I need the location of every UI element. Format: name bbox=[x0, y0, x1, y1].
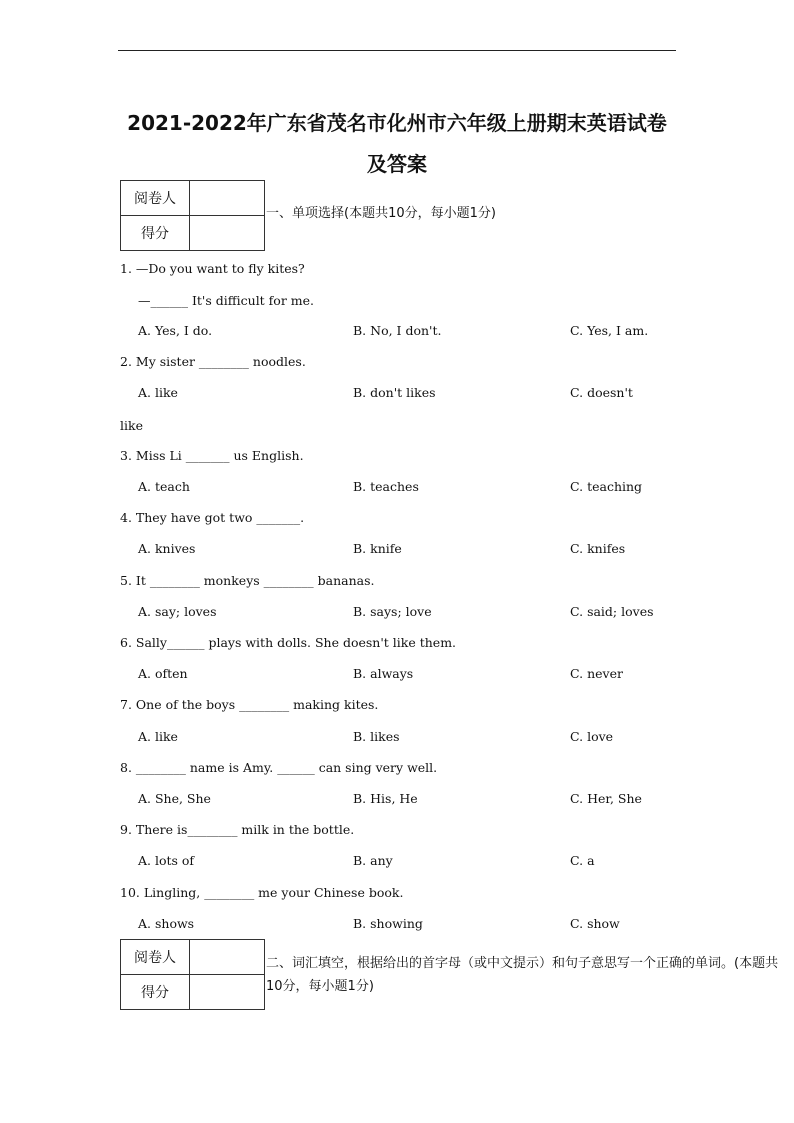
option-a: A. lots of bbox=[138, 853, 195, 868]
question-text: —______ It's difficult for me. bbox=[138, 293, 315, 308]
grading-box bbox=[120, 939, 265, 1010]
option-c: C. love bbox=[570, 729, 614, 744]
option-c: C. said; loves bbox=[570, 604, 654, 619]
option-c: C. doesn't bbox=[570, 385, 633, 400]
option-b: B. showing bbox=[353, 916, 423, 931]
option-b: B. any bbox=[353, 853, 393, 868]
option-b: B. don't likes bbox=[353, 385, 436, 400]
option-c: C. never bbox=[570, 666, 623, 681]
question-text: 10. Lingling, ________ me your Chinese book. bbox=[120, 885, 404, 900]
question-text: 3. Miss Li _______ us English. bbox=[120, 448, 304, 463]
option-a: A. knives bbox=[138, 541, 196, 556]
header-rule bbox=[118, 50, 676, 51]
reviewer-field[interactable] bbox=[190, 181, 265, 216]
question-text: 6. Sally______ plays with dolls. She doesn't like them. bbox=[120, 635, 457, 650]
score-label: 得分 bbox=[121, 975, 190, 1010]
option-b: B. always bbox=[353, 666, 414, 681]
option-b: B. His, He bbox=[353, 791, 418, 806]
question-text: 9. There is________ milk in the bottle. bbox=[120, 822, 355, 837]
page-title: 2021-2022年广东省茂名市化州市六年级上册期末英语试卷 bbox=[127, 111, 667, 135]
section-heading: 二、词汇填空，根据给出的首字母（或中文提示）和句子意思写一个正确的单词。(本题共10分，每小题1分) bbox=[266, 956, 779, 994]
question-text: 7. One of the boys ________ making kites. bbox=[120, 697, 379, 712]
option-a: A. like bbox=[138, 385, 178, 400]
option-c: C. Her, She bbox=[570, 791, 642, 806]
option-a: A. like bbox=[138, 729, 178, 744]
question-text: 5. It ________ monkeys ________ bananas. bbox=[120, 573, 375, 588]
score-label: 得分 bbox=[121, 216, 190, 251]
section-heading: 一、单项选择(本题共10分，每小题1分) bbox=[266, 206, 496, 221]
option-c: C. show bbox=[570, 916, 620, 931]
option-c: C. knifes bbox=[570, 541, 626, 556]
option-b: B. likes bbox=[353, 729, 400, 744]
question-text: 2. My sister ________ noodles. bbox=[120, 354, 306, 369]
option-c: C. Yes, I am. bbox=[570, 323, 649, 338]
option-c: C. a bbox=[570, 853, 595, 868]
score-field[interactable] bbox=[190, 975, 265, 1010]
score-field[interactable] bbox=[190, 216, 265, 251]
reviewer-field[interactable] bbox=[190, 940, 265, 975]
option-b: B. No, I don't. bbox=[353, 323, 442, 338]
option-a: A. say; loves bbox=[138, 604, 217, 619]
option-c-continued: like bbox=[120, 418, 143, 433]
option-b: B. teaches bbox=[353, 479, 419, 494]
reviewer-label: 阅卷人 bbox=[121, 181, 190, 216]
reviewer-label: 阅卷人 bbox=[121, 940, 190, 975]
option-a: A. shows bbox=[138, 916, 195, 931]
option-a: A. teach bbox=[138, 479, 190, 494]
option-a: A. Yes, I do. bbox=[138, 323, 213, 338]
question-text: 1. —Do you want to fly kites? bbox=[120, 261, 305, 276]
option-a: A. often bbox=[138, 666, 188, 681]
option-a: A. She, She bbox=[138, 791, 211, 806]
option-b: B. says; love bbox=[353, 604, 432, 619]
option-b: B. knife bbox=[353, 541, 402, 556]
grading-box bbox=[120, 180, 265, 251]
option-c: C. teaching bbox=[570, 479, 643, 494]
question-text: 8. ________ name is Amy. ______ can sing very well. bbox=[120, 760, 438, 775]
page-title-continued: 及答案 bbox=[367, 152, 427, 176]
question-text: 4. They have got two _______. bbox=[120, 510, 305, 525]
